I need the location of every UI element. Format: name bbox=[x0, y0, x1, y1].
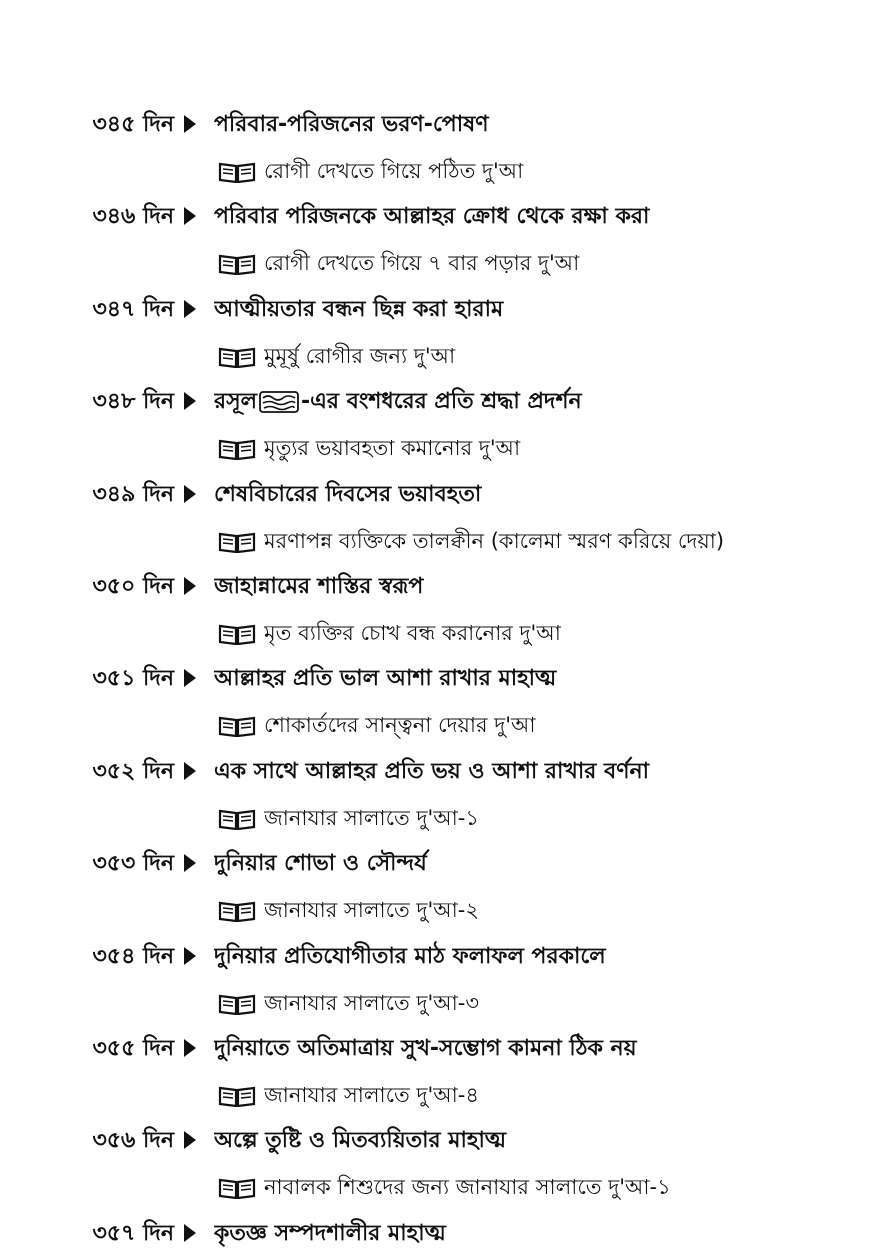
dua-title: জানাযার সালাতে দু'আ-২ bbox=[264, 898, 480, 923]
open-book-icon bbox=[218, 531, 256, 553]
dua-title: মৃত্যুর ভয়াবহতা কমানোর দু'আ bbox=[264, 436, 521, 461]
topic-row bbox=[0, 105, 870, 147]
day-label: ৩৫৫ দিন bbox=[92, 1035, 174, 1061]
open-book-icon bbox=[218, 715, 256, 737]
table-of-contents bbox=[0, 105, 870, 1259]
open-book-icon bbox=[218, 623, 256, 645]
dua-row bbox=[0, 613, 870, 653]
open-book-icon bbox=[218, 808, 256, 830]
day-label: ৩৫৭ দিন bbox=[92, 1220, 174, 1246]
play-arrow-icon bbox=[184, 115, 196, 133]
topic-row bbox=[0, 197, 870, 239]
topic-row bbox=[0, 844, 870, 886]
play-arrow-icon bbox=[184, 1039, 196, 1057]
toc-entry-353 bbox=[0, 844, 870, 936]
toc-entry-348 bbox=[0, 382, 870, 474]
open-book-icon bbox=[218, 1177, 256, 1199]
topic-title: দুনিয়ার প্রতিযোগীতার মাঠ ফলাফল পরকালে bbox=[214, 943, 606, 969]
open-book-icon bbox=[218, 161, 256, 183]
open-book-icon bbox=[218, 900, 256, 922]
dua-title: মরণাপন্ন ব্যক্তিকে তালক্বীন (কালেমা স্মরণ করিয়ে দেয়া) bbox=[264, 528, 725, 553]
dua-row bbox=[0, 336, 870, 376]
topic-title: আত্মীয়তার বন্ধন ছিন্ন করা হারাম bbox=[214, 296, 504, 322]
topic-row bbox=[0, 567, 870, 609]
dua-row bbox=[0, 705, 870, 745]
dua-row bbox=[0, 1075, 870, 1115]
toc-entry-350 bbox=[0, 567, 870, 659]
play-arrow-icon bbox=[184, 762, 196, 780]
toc-entry-345 bbox=[0, 105, 870, 197]
topic-row bbox=[0, 752, 870, 794]
dua-title: মুমূর্ষু রোগীর জন্য দু'আ bbox=[264, 343, 456, 368]
topic-row bbox=[0, 382, 870, 424]
dua-row bbox=[0, 1167, 870, 1207]
topic-row bbox=[0, 1121, 870, 1163]
day-label: ৩৪৭ দিন bbox=[92, 296, 174, 322]
topic-title bbox=[214, 382, 854, 422]
dua-title: জানাযার সালাতে দু'আ-৪ bbox=[264, 1082, 479, 1107]
day-label: ৩৫১ দিন bbox=[92, 666, 174, 692]
day-label: ৩৫২ দিন bbox=[92, 758, 174, 784]
toc-entry-351 bbox=[0, 659, 870, 751]
dua-row bbox=[0, 798, 870, 838]
toc-entry-352 bbox=[0, 752, 870, 844]
play-arrow-icon bbox=[184, 669, 196, 687]
day-label: ৩৪৫ দিন bbox=[92, 112, 174, 137]
day-label: ৩৫৬ দিন bbox=[92, 1128, 174, 1154]
play-arrow-icon bbox=[184, 207, 196, 225]
toc-entry-356 bbox=[0, 1121, 870, 1213]
toc-entry-346 bbox=[0, 197, 870, 289]
dua-row bbox=[0, 521, 870, 561]
dua-title: রোগী দেখতে গিয়ে পঠিত দু'আ bbox=[264, 159, 524, 183]
day-label: ৩৪৬ দিন bbox=[92, 204, 174, 230]
day-label: ৩৫৪ দিন bbox=[92, 943, 174, 969]
open-book-icon bbox=[218, 438, 256, 460]
dua-title: জানাযার সালাতে দু'আ-১ bbox=[264, 805, 479, 830]
toc-entry-357 bbox=[0, 1214, 870, 1259]
topic-title: শেষবিচারের দিবসের ভয়াবহতা bbox=[214, 481, 482, 507]
play-arrow-icon bbox=[184, 300, 196, 318]
play-arrow-icon bbox=[184, 577, 196, 595]
day-label: ৩৫০ দিন bbox=[92, 573, 174, 599]
topic-row bbox=[0, 1214, 870, 1256]
topic-title: আল্লাহর প্রতি ভাল আশা রাখার মাহাত্ম bbox=[214, 666, 557, 692]
topic-title: এক সাথে আল্লাহর প্রতি ভয় ও আশা রাখার বর্ণনা bbox=[214, 758, 650, 784]
salallahu-alaihi-wasallam-seal-icon bbox=[259, 389, 299, 415]
topic-title-part-2: -এর বংশধরের প্রতি শ্রদ্ধা প্রদর্শন bbox=[301, 389, 582, 415]
topic-title-part-1: রসূল bbox=[214, 389, 258, 415]
topic-row bbox=[0, 1029, 870, 1071]
open-book-icon bbox=[218, 253, 256, 275]
topic-title: পরিবার-পরিজনের ভরণ-পোষণ bbox=[214, 112, 489, 137]
dua-title: রোগী দেখতে গিয়ে ৭ বার পড়ার দু'আ bbox=[264, 251, 580, 276]
topic-title: দুনিয়ার শোভা ও সৌন্দর্য bbox=[214, 851, 427, 877]
play-arrow-icon bbox=[184, 854, 196, 872]
topic-title: অল্পে তুষ্টি ও মিতব্যয়িতার মাহাত্ম bbox=[214, 1128, 507, 1154]
play-arrow-icon bbox=[184, 947, 196, 965]
topic-title: জাহান্নামের শাস্তির স্বরূপ bbox=[214, 573, 424, 599]
day-label: ৩৪৯ দিন bbox=[92, 481, 174, 507]
topic-row bbox=[0, 290, 870, 332]
open-book-icon bbox=[218, 346, 256, 368]
topic-row bbox=[0, 475, 870, 517]
play-arrow-icon bbox=[184, 1131, 196, 1149]
toc-entry-355 bbox=[0, 1029, 870, 1121]
topic-title: পরিবার পরিজনকে আল্লাহর ক্রোধ থেকে রক্ষা করা bbox=[214, 204, 650, 230]
topic-row bbox=[0, 937, 870, 979]
dua-title: জানাযার সালাতে দু'আ-৩ bbox=[264, 990, 480, 1015]
dua-title: মৃত ব্যক্তির চোখ বন্ধ করানোর দু'আ bbox=[264, 620, 561, 645]
day-label: ৩৫৩ দিন bbox=[92, 851, 174, 877]
play-arrow-icon bbox=[184, 392, 196, 410]
dua-title: শোকার্তদের সান্ত্বনা দেয়ার দু'আ bbox=[264, 713, 536, 738]
open-book-icon bbox=[218, 1085, 256, 1107]
toc-entry-354 bbox=[0, 937, 870, 1029]
toc-entry-349 bbox=[0, 475, 870, 567]
dua-title: নাবালক শিশুদের জন্য জানাযার সালাতে দু'আ-১ bbox=[264, 1175, 671, 1200]
dua-row bbox=[0, 890, 870, 930]
topic-title: কৃতজ্ঞ সম্পদশালীর মাহাত্ম bbox=[214, 1220, 446, 1246]
toc-entry-347 bbox=[0, 290, 870, 382]
play-arrow-icon bbox=[184, 485, 196, 503]
topic-title: দুনিয়াতে অতিমাত্রায় সুখ-সম্ভোগ কামনা ঠিক নয় bbox=[214, 1035, 637, 1061]
dua-row bbox=[0, 428, 870, 468]
dua-row bbox=[0, 243, 870, 283]
day-label: ৩৪৮ দিন bbox=[92, 389, 174, 415]
open-book-icon bbox=[218, 993, 256, 1015]
topic-row bbox=[0, 659, 870, 701]
play-arrow-icon bbox=[184, 1224, 196, 1242]
dua-row bbox=[0, 983, 870, 1023]
dua-row bbox=[0, 151, 870, 191]
